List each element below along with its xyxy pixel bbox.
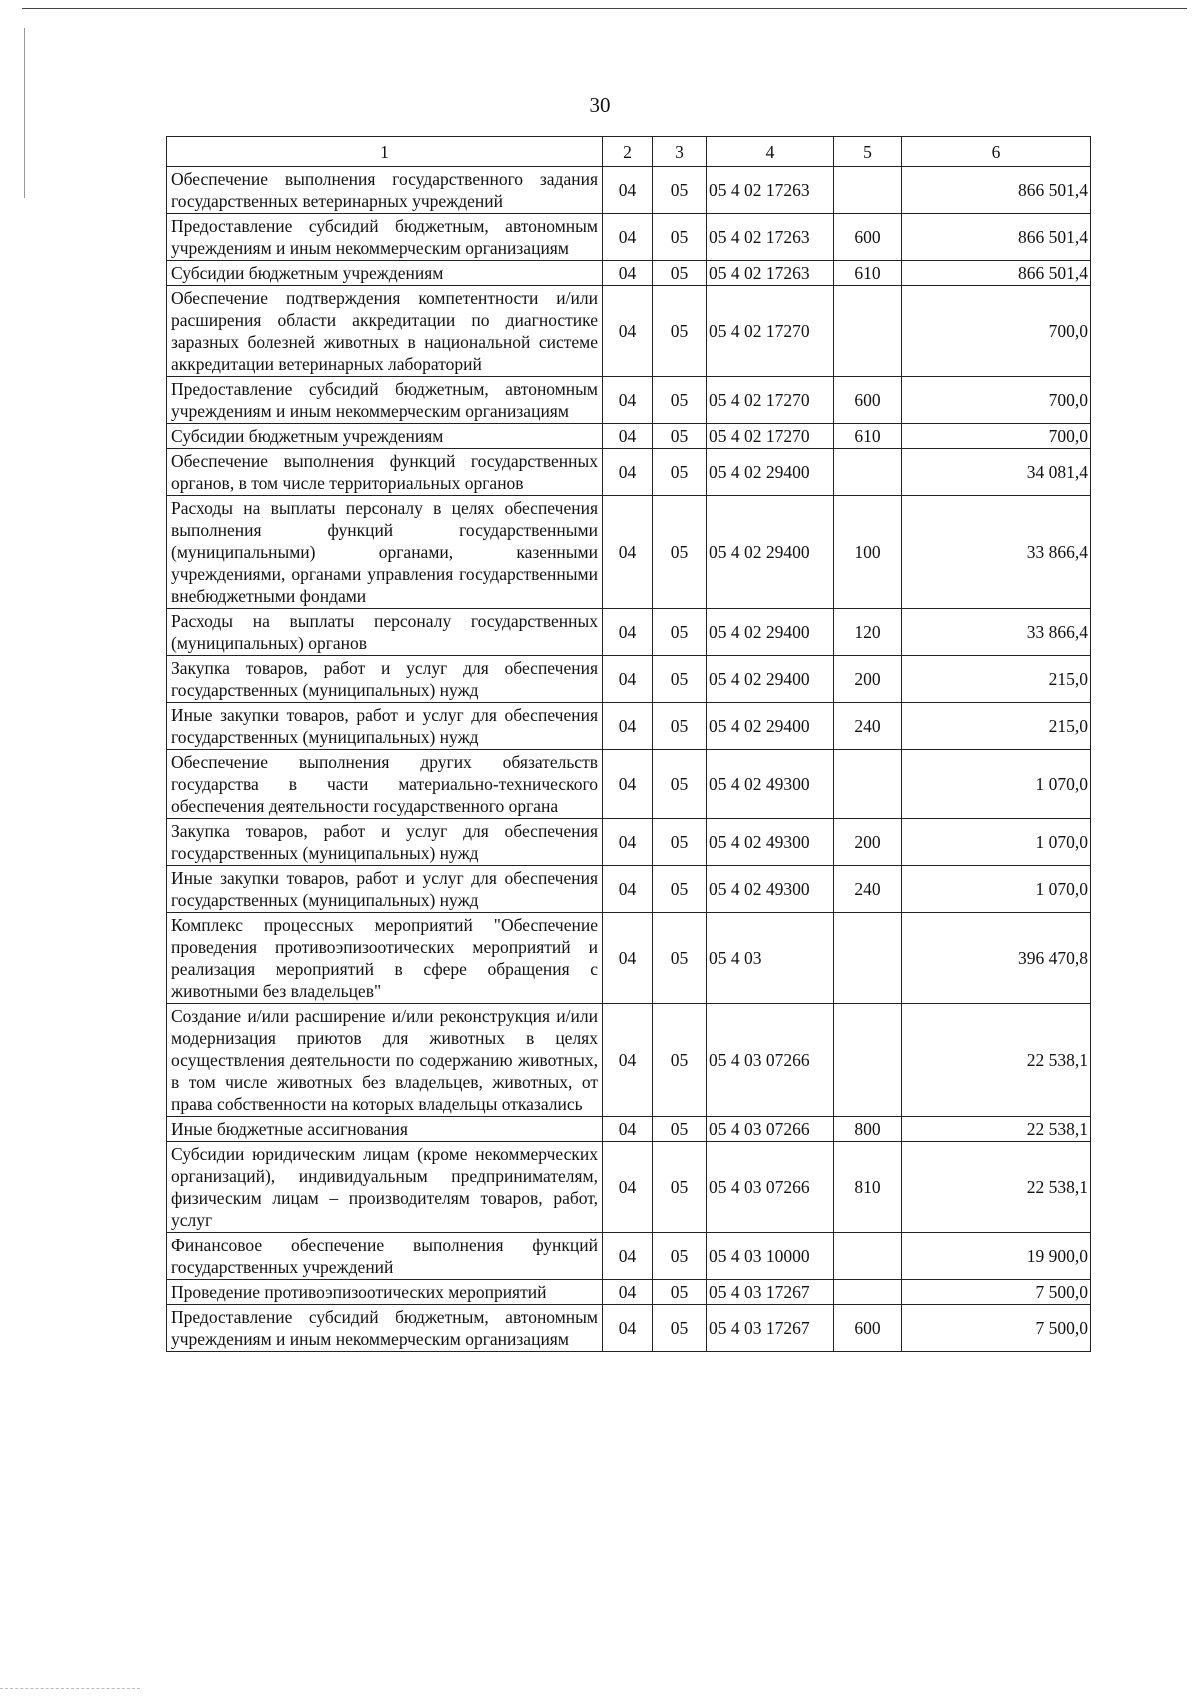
row-name-cell: Проведение противоэпизоотических мероприятий bbox=[167, 1280, 603, 1305]
subsection-code-cell: 05 bbox=[653, 1117, 707, 1142]
page-number: 30 bbox=[589, 93, 611, 117]
table-row bbox=[167, 286, 1091, 377]
amount-cell: 700,0 bbox=[902, 286, 1091, 377]
amount-cell: 866 501,4 bbox=[902, 167, 1091, 214]
table-row bbox=[167, 496, 1091, 609]
row-name-cell: Расходы на выплаты персоналу государственных (муниципальных) органов bbox=[167, 609, 603, 656]
top-rule bbox=[22, 8, 1187, 9]
table-row bbox=[167, 913, 1091, 1004]
section-code-cell: 04 bbox=[603, 286, 653, 377]
amount-cell: 700,0 bbox=[902, 377, 1091, 424]
subsection-code-cell: 05 bbox=[653, 1233, 707, 1280]
row-name-cell: Предоставление субсидий бюджетным, автономным учреждениям и иным некоммерческим организациям bbox=[167, 1305, 603, 1352]
section-code-cell: 04 bbox=[603, 609, 653, 656]
table-row bbox=[167, 214, 1091, 261]
table-row bbox=[167, 377, 1091, 424]
row-name-cell: Обеспечение подтверждения компетентности и/или расширения области аккредитации по диагностике заразных болезней животных в национальной системе аккредитации ветеринарных лабораторий bbox=[167, 286, 603, 377]
subsection-code-cell: 05 bbox=[653, 609, 707, 656]
row-name-cell: Иные бюджетные ассигнования bbox=[167, 1117, 603, 1142]
row-name-cell: Предоставление субсидий бюджетным, автономным учреждениям и иным некоммерческим организациям bbox=[167, 214, 603, 261]
expense-type-cell bbox=[834, 449, 902, 496]
subsection-code-cell: 05 bbox=[653, 1142, 707, 1233]
section-code-cell: 04 bbox=[603, 214, 653, 261]
table-row bbox=[167, 1004, 1091, 1117]
amount-cell: 215,0 bbox=[902, 656, 1091, 703]
row-name-cell: Обеспечение выполнения государственного задания государственных ветеринарных учреждений bbox=[167, 167, 603, 214]
subsection-code-cell: 05 bbox=[653, 424, 707, 449]
amount-cell: 33 866,4 bbox=[902, 609, 1091, 656]
section-code-cell: 04 bbox=[603, 703, 653, 750]
amount-cell: 700,0 bbox=[902, 424, 1091, 449]
section-code-cell: 04 bbox=[603, 167, 653, 214]
expense-type-cell: 600 bbox=[834, 214, 902, 261]
amount-cell: 1 070,0 bbox=[902, 819, 1091, 866]
row-name-cell: Финансовое обеспечение выполнения функций государственных учреждений bbox=[167, 1233, 603, 1280]
amount-cell: 22 538,1 bbox=[902, 1004, 1091, 1117]
target-article-cell: 05 4 02 17270 bbox=[707, 286, 834, 377]
section-code-cell: 04 bbox=[603, 261, 653, 286]
expense-type-cell: 610 bbox=[834, 424, 902, 449]
expense-type-cell bbox=[834, 750, 902, 819]
subsection-code-cell: 05 bbox=[653, 703, 707, 750]
subsection-code-cell: 05 bbox=[653, 750, 707, 819]
section-code-cell: 04 bbox=[603, 496, 653, 609]
expense-type-cell: 610 bbox=[834, 261, 902, 286]
table-row bbox=[167, 1280, 1091, 1305]
expense-type-cell: 810 bbox=[834, 1142, 902, 1233]
target-article-cell: 05 4 02 29400 bbox=[707, 703, 834, 750]
target-article-cell: 05 4 03 17267 bbox=[707, 1280, 834, 1305]
subsection-code-cell: 05 bbox=[653, 866, 707, 913]
amount-cell: 33 866,4 bbox=[902, 496, 1091, 609]
target-article-cell: 05 4 02 17270 bbox=[707, 424, 834, 449]
row-name-cell: Иные закупки товаров, работ и услуг для обеспечения государственных (муниципальных) нужд bbox=[167, 703, 603, 750]
subsection-code-cell: 05 bbox=[653, 496, 707, 609]
subsection-code-cell: 05 bbox=[653, 819, 707, 866]
amount-cell: 7 500,0 bbox=[902, 1280, 1091, 1305]
subsection-code-cell: 05 bbox=[653, 656, 707, 703]
amount-cell: 1 070,0 bbox=[902, 866, 1091, 913]
row-name-cell: Расходы на выплаты персоналу в целях обеспечения выполнения функций государственными (муниципальными) органами, казенными учреждениями, органами управления государственными внебюджетными фондами bbox=[167, 496, 603, 609]
target-article-cell: 05 4 03 07266 bbox=[707, 1117, 834, 1142]
subsection-code-cell: 05 bbox=[653, 377, 707, 424]
table-row bbox=[167, 866, 1091, 913]
expense-type-cell: 200 bbox=[834, 656, 902, 703]
section-code-cell: 04 bbox=[603, 866, 653, 913]
amount-cell: 34 081,4 bbox=[902, 449, 1091, 496]
section-code-cell: 04 bbox=[603, 424, 653, 449]
expense-type-cell: 600 bbox=[834, 377, 902, 424]
table-row bbox=[167, 1142, 1091, 1233]
amount-cell: 396 470,8 bbox=[902, 913, 1091, 1004]
table-row bbox=[167, 750, 1091, 819]
row-name-cell: Субсидии юридическим лицам (кроме некоммерческих организаций), индивидуальным предпринимателям, физическим лицам – производителям товаров, работ, услуг bbox=[167, 1142, 603, 1233]
row-name-cell: Иные закупки товаров, работ и услуг для обеспечения государственных (муниципальных) нужд bbox=[167, 866, 603, 913]
expense-type-cell: 240 bbox=[834, 866, 902, 913]
subsection-code-cell: 05 bbox=[653, 1305, 707, 1352]
target-article-cell: 05 4 02 17263 bbox=[707, 167, 834, 214]
section-code-cell: 04 bbox=[603, 750, 653, 819]
row-name-cell: Комплекс процессных мероприятий "Обеспечение проведения противоэпизоотических мероприятий и реализация мероприятий в сфере обращения с животными без владельцев" bbox=[167, 913, 603, 1004]
subsection-code-cell: 05 bbox=[653, 1280, 707, 1305]
section-code-cell: 04 bbox=[603, 449, 653, 496]
table-row bbox=[167, 703, 1091, 750]
subsection-code-cell: 05 bbox=[653, 167, 707, 214]
amount-cell: 22 538,1 bbox=[902, 1142, 1091, 1233]
bottom-scan-marks bbox=[0, 1688, 140, 1689]
target-article-cell: 05 4 02 29400 bbox=[707, 609, 834, 656]
table-row bbox=[167, 819, 1091, 866]
table-row bbox=[167, 167, 1091, 214]
table-row bbox=[167, 656, 1091, 703]
target-article-cell: 05 4 03 07266 bbox=[707, 1004, 834, 1117]
row-name-cell: Обеспечение выполнения других обязательств государства в части материально-технического обеспечения деятельности государственного органа bbox=[167, 750, 603, 819]
section-code-cell: 04 bbox=[603, 819, 653, 866]
amount-cell: 1 070,0 bbox=[902, 750, 1091, 819]
row-name-cell: Субсидии бюджетным учреждениям bbox=[167, 261, 603, 286]
table-row bbox=[167, 1117, 1091, 1142]
subsection-code-cell: 05 bbox=[653, 286, 707, 377]
target-article-cell: 05 4 03 07266 bbox=[707, 1142, 834, 1233]
row-name-cell: Субсидии бюджетным учреждениям bbox=[167, 424, 603, 449]
expense-type-cell bbox=[834, 167, 902, 214]
section-code-cell: 04 bbox=[603, 1233, 653, 1280]
expense-type-cell: 800 bbox=[834, 1117, 902, 1142]
expense-type-cell bbox=[834, 913, 902, 1004]
target-article-cell: 05 4 02 29400 bbox=[707, 656, 834, 703]
expense-type-cell: 600 bbox=[834, 1305, 902, 1352]
table-row bbox=[167, 609, 1091, 656]
target-article-cell: 05 4 02 49300 bbox=[707, 866, 834, 913]
target-article-cell: 05 4 03 10000 bbox=[707, 1233, 834, 1280]
budget-table bbox=[166, 136, 1091, 1352]
subsection-code-cell: 05 bbox=[653, 261, 707, 286]
section-code-cell: 04 bbox=[603, 656, 653, 703]
table-row bbox=[167, 1305, 1091, 1352]
amount-cell: 866 501,4 bbox=[902, 214, 1091, 261]
table-row bbox=[167, 261, 1091, 286]
row-name-cell: Закупка товаров, работ и услуг для обеспечения государственных (муниципальных) нужд bbox=[167, 819, 603, 866]
subsection-code-cell: 05 bbox=[653, 913, 707, 1004]
target-article-cell: 05 4 02 17263 bbox=[707, 261, 834, 286]
column-header-3: 3 bbox=[653, 137, 707, 167]
column-header-6: 6 bbox=[902, 137, 1091, 167]
row-name-cell: Предоставление субсидий бюджетным, автономным учреждениям и иным некоммерческим организациям bbox=[167, 377, 603, 424]
row-name-cell: Создание и/или расширение и/или реконструкция и/или модернизация приютов для животных в целях осуществления деятельности по содержанию животных, в том числе животных без владельцев, животных, от права собственности на которых владельцы отказались bbox=[167, 1004, 603, 1117]
target-article-cell: 05 4 03 17267 bbox=[707, 1305, 834, 1352]
table-row bbox=[167, 449, 1091, 496]
target-article-cell: 05 4 02 49300 bbox=[707, 819, 834, 866]
table-body bbox=[167, 167, 1091, 1352]
column-header-2: 2 bbox=[603, 137, 653, 167]
amount-cell: 866 501,4 bbox=[902, 261, 1091, 286]
expense-type-cell: 120 bbox=[834, 609, 902, 656]
section-code-cell: 04 bbox=[603, 1305, 653, 1352]
column-header-4: 4 bbox=[707, 137, 834, 167]
column-header-1: 1 bbox=[167, 137, 603, 167]
table-row bbox=[167, 1233, 1091, 1280]
amount-cell: 7 500,0 bbox=[902, 1305, 1091, 1352]
section-code-cell: 04 bbox=[603, 377, 653, 424]
target-article-cell: 05 4 02 29400 bbox=[707, 449, 834, 496]
table-row bbox=[167, 424, 1091, 449]
budget-table-container bbox=[166, 136, 1090, 1352]
target-article-cell: 05 4 02 17263 bbox=[707, 214, 834, 261]
target-article-cell: 05 4 03 bbox=[707, 913, 834, 1004]
column-header-5: 5 bbox=[834, 137, 902, 167]
expense-type-cell bbox=[834, 1004, 902, 1117]
amount-cell: 22 538,1 bbox=[902, 1117, 1091, 1142]
section-code-cell: 04 bbox=[603, 913, 653, 1004]
section-code-cell: 04 bbox=[603, 1280, 653, 1305]
section-code-cell: 04 bbox=[603, 1117, 653, 1142]
row-name-cell: Закупка товаров, работ и услуг для обеспечения государственных (муниципальных) нужд bbox=[167, 656, 603, 703]
expense-type-cell: 240 bbox=[834, 703, 902, 750]
target-article-cell: 05 4 02 49300 bbox=[707, 750, 834, 819]
expense-type-cell bbox=[834, 286, 902, 377]
subsection-code-cell: 05 bbox=[653, 214, 707, 261]
subsection-code-cell: 05 bbox=[653, 1004, 707, 1117]
amount-cell: 215,0 bbox=[902, 703, 1091, 750]
target-article-cell: 05 4 02 29400 bbox=[707, 496, 834, 609]
section-code-cell: 04 bbox=[603, 1142, 653, 1233]
expense-type-cell: 200 bbox=[834, 819, 902, 866]
target-article-cell: 05 4 02 17270 bbox=[707, 377, 834, 424]
expense-type-cell bbox=[834, 1233, 902, 1280]
section-code-cell: 04 bbox=[603, 1004, 653, 1117]
subsection-code-cell: 05 bbox=[653, 449, 707, 496]
amount-cell: 19 900,0 bbox=[902, 1233, 1091, 1280]
table-header-row bbox=[167, 137, 1091, 167]
expense-type-cell bbox=[834, 1280, 902, 1305]
row-name-cell: Обеспечение выполнения функций государственных органов, в том числе территориальных органов bbox=[167, 449, 603, 496]
expense-type-cell: 100 bbox=[834, 496, 902, 609]
